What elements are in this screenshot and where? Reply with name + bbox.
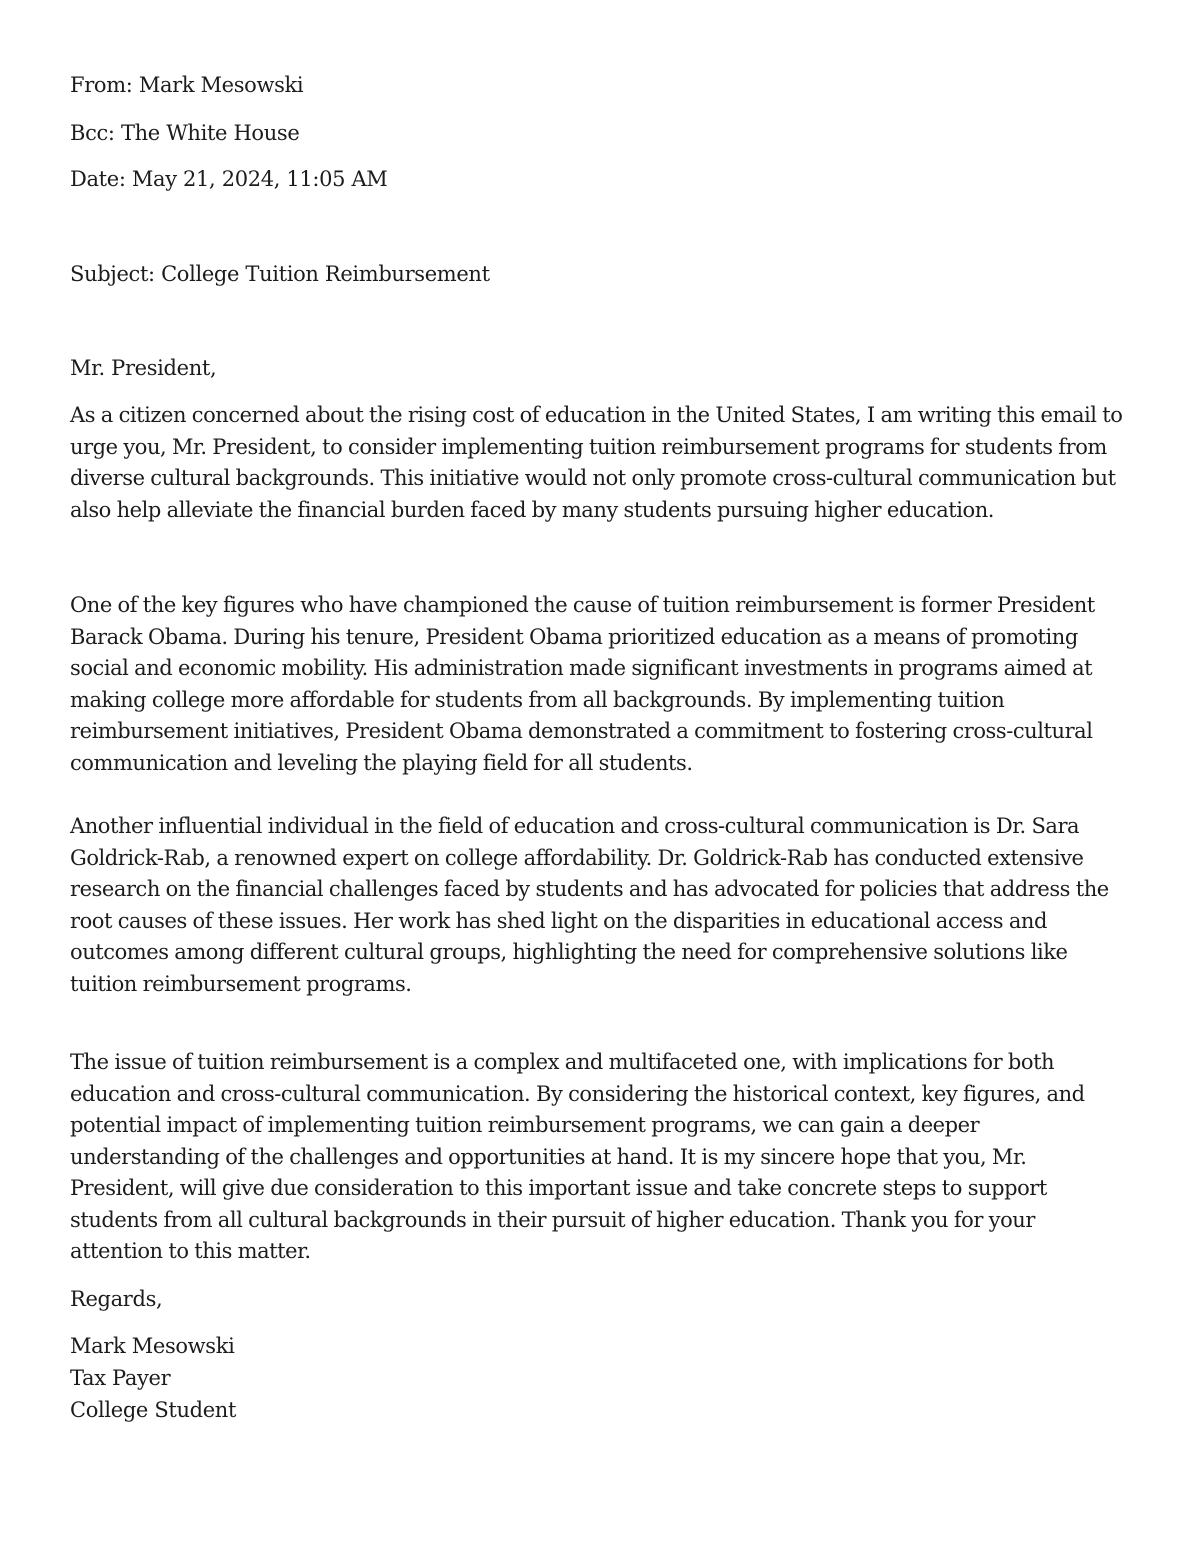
- paragraph-3: Another influential individual in the field of education and cross-cultural communication is Dr. Sara Goldrick-Rab, a renowned expert on college affordability. Dr. Goldrick-Rab has conducted extensive research on the financial challenges faced by students and has advocated for policies that address the root causes of these issues. Her work has shed light on the disparities in educational access and outcomes among different cultural groups, highlighting the need for comprehensive solutions like tuition reimbursement programs.: [70, 814, 1109, 996]
- subject-line: Subject: College Tuition Reimbursement: [70, 262, 490, 286]
- signature-title-1: Tax Payer: [70, 1366, 171, 1390]
- signature-name: Mark Mesowski: [70, 1334, 235, 1358]
- from-line: From: Mark Mesowski: [70, 73, 304, 97]
- signature-title-2: College Student: [70, 1398, 237, 1422]
- date-line: Date: May 21, 2024, 11:05 AM: [70, 167, 388, 191]
- paragraph-4: The issue of tuition reimbursement is a complex and multifaceted one, with implications for both education and cross-cultural communication. By considering the historical context, key figures, and potential impact of implementing tuition reimbursement programs, we can gain a deeper understanding of the challenges and opportunities at hand. It is my sincere hope that you, Mr. President, will give due consideration to this important issue and take concrete steps to support students from all cultural backgrounds in their pursuit of higher education. Thank you for your attention to this matter.: [70, 1050, 1085, 1263]
- bcc-line: Bcc: The White House: [70, 121, 300, 145]
- paragraph-2: One of the key figures who have championed the cause of tuition reimbursement is former President Barack Obama. During his tenure, President Obama prioritized education as a means of promoting social and economic mobility. His administration made significant investments in programs aimed at making college more affordable for students from all backgrounds. By implementing tuition reimbursement initiatives, President Obama demonstrated a commitment to fostering cross-cultural communication and leveling the playing field for all students.: [70, 593, 1095, 775]
- paragraph-1: As a citizen concerned about the rising cost of education in the United States, I am writing this email to urge you, Mr. President, to consider implementing tuition reimbursement programs for students from diverse cultural backgrounds. This initiative would not only promote cross-cultural communication but also help alleviate the financial burden faced by many students pursuing higher education.: [70, 403, 1123, 522]
- salutation: Mr. President,: [70, 356, 217, 380]
- closing: Regards,: [70, 1287, 163, 1311]
